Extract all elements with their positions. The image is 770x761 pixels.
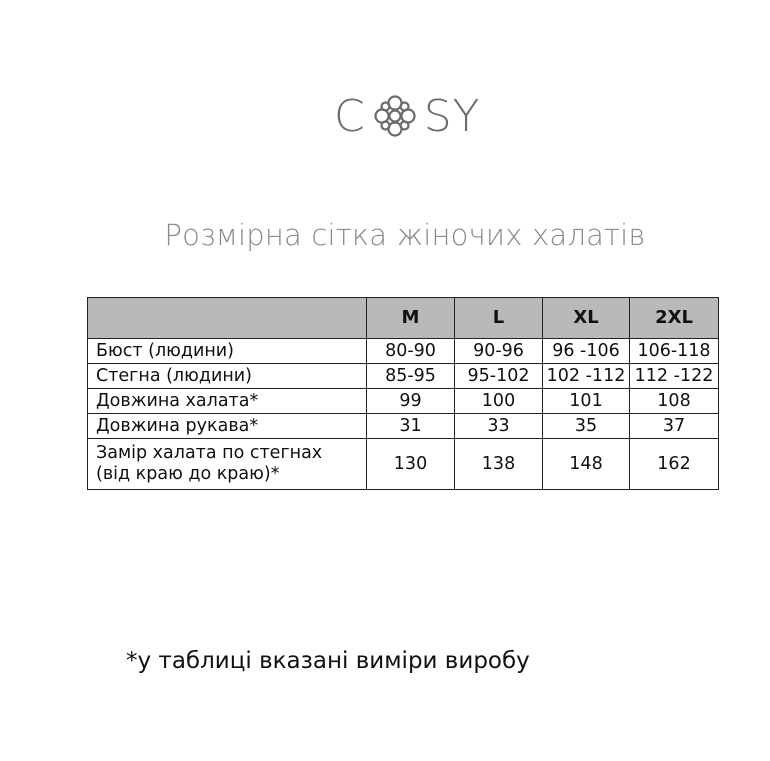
table-row: [88, 414, 719, 439]
flower-knot-icon: [367, 88, 423, 144]
table-cell: 130: [367, 439, 455, 490]
table-row: [88, 364, 719, 389]
row-label-line-1: Замір халата по стегнах: [96, 443, 323, 463]
row-label: [88, 439, 367, 490]
table-cell: 148: [543, 439, 630, 490]
table-cell: 31: [367, 414, 455, 439]
header-cell-xl: XL: [543, 298, 630, 339]
table-cell: 106-118: [630, 339, 719, 364]
table-cell: 90-96: [455, 339, 543, 364]
table-cell: 108: [630, 389, 719, 414]
brand-logo: [334, 88, 481, 144]
table-cell: 96 -106: [543, 339, 630, 364]
table-cell: 162: [630, 439, 719, 490]
row-label: Довжина халата*: [88, 389, 367, 414]
size-chart-table: [87, 297, 719, 490]
table-cell: 80-90: [367, 339, 455, 364]
table-row: [88, 339, 719, 364]
table-cell: 37: [630, 414, 719, 439]
table-cell: 101: [543, 389, 630, 414]
table-cell: 85-95: [367, 364, 455, 389]
footnote: *у таблиці вказані виміри виробу: [126, 648, 530, 674]
table-cell: 99: [367, 389, 455, 414]
row-label-line-2: (від краю до краю)*: [96, 464, 280, 484]
table-row: [88, 389, 719, 414]
table-cell: 35: [543, 414, 630, 439]
table-cell: 112 -122: [630, 364, 719, 389]
table-cell: 95-102: [455, 364, 543, 389]
row-label: Бюст (людини): [88, 339, 367, 364]
logo-letter-c: C: [334, 90, 366, 142]
table-cell: 100: [455, 389, 543, 414]
table-cell: 138: [455, 439, 543, 490]
table-cell: 33: [455, 414, 543, 439]
row-label: Довжина рукава*: [88, 414, 367, 439]
header-cell-2xl: 2XL: [630, 298, 719, 339]
header-cell-m: M: [367, 298, 455, 339]
logo-letters-sy: SY: [423, 90, 481, 142]
table-row: [88, 439, 719, 490]
header-cell-empty: [88, 298, 367, 339]
page-title: Розмірна сітка жіночих халатів: [164, 218, 646, 252]
header-cell-l: L: [455, 298, 543, 339]
row-label: Стегна (людини): [88, 364, 367, 389]
table-header-row: [88, 298, 719, 339]
table-cell: 102 -112: [543, 364, 630, 389]
